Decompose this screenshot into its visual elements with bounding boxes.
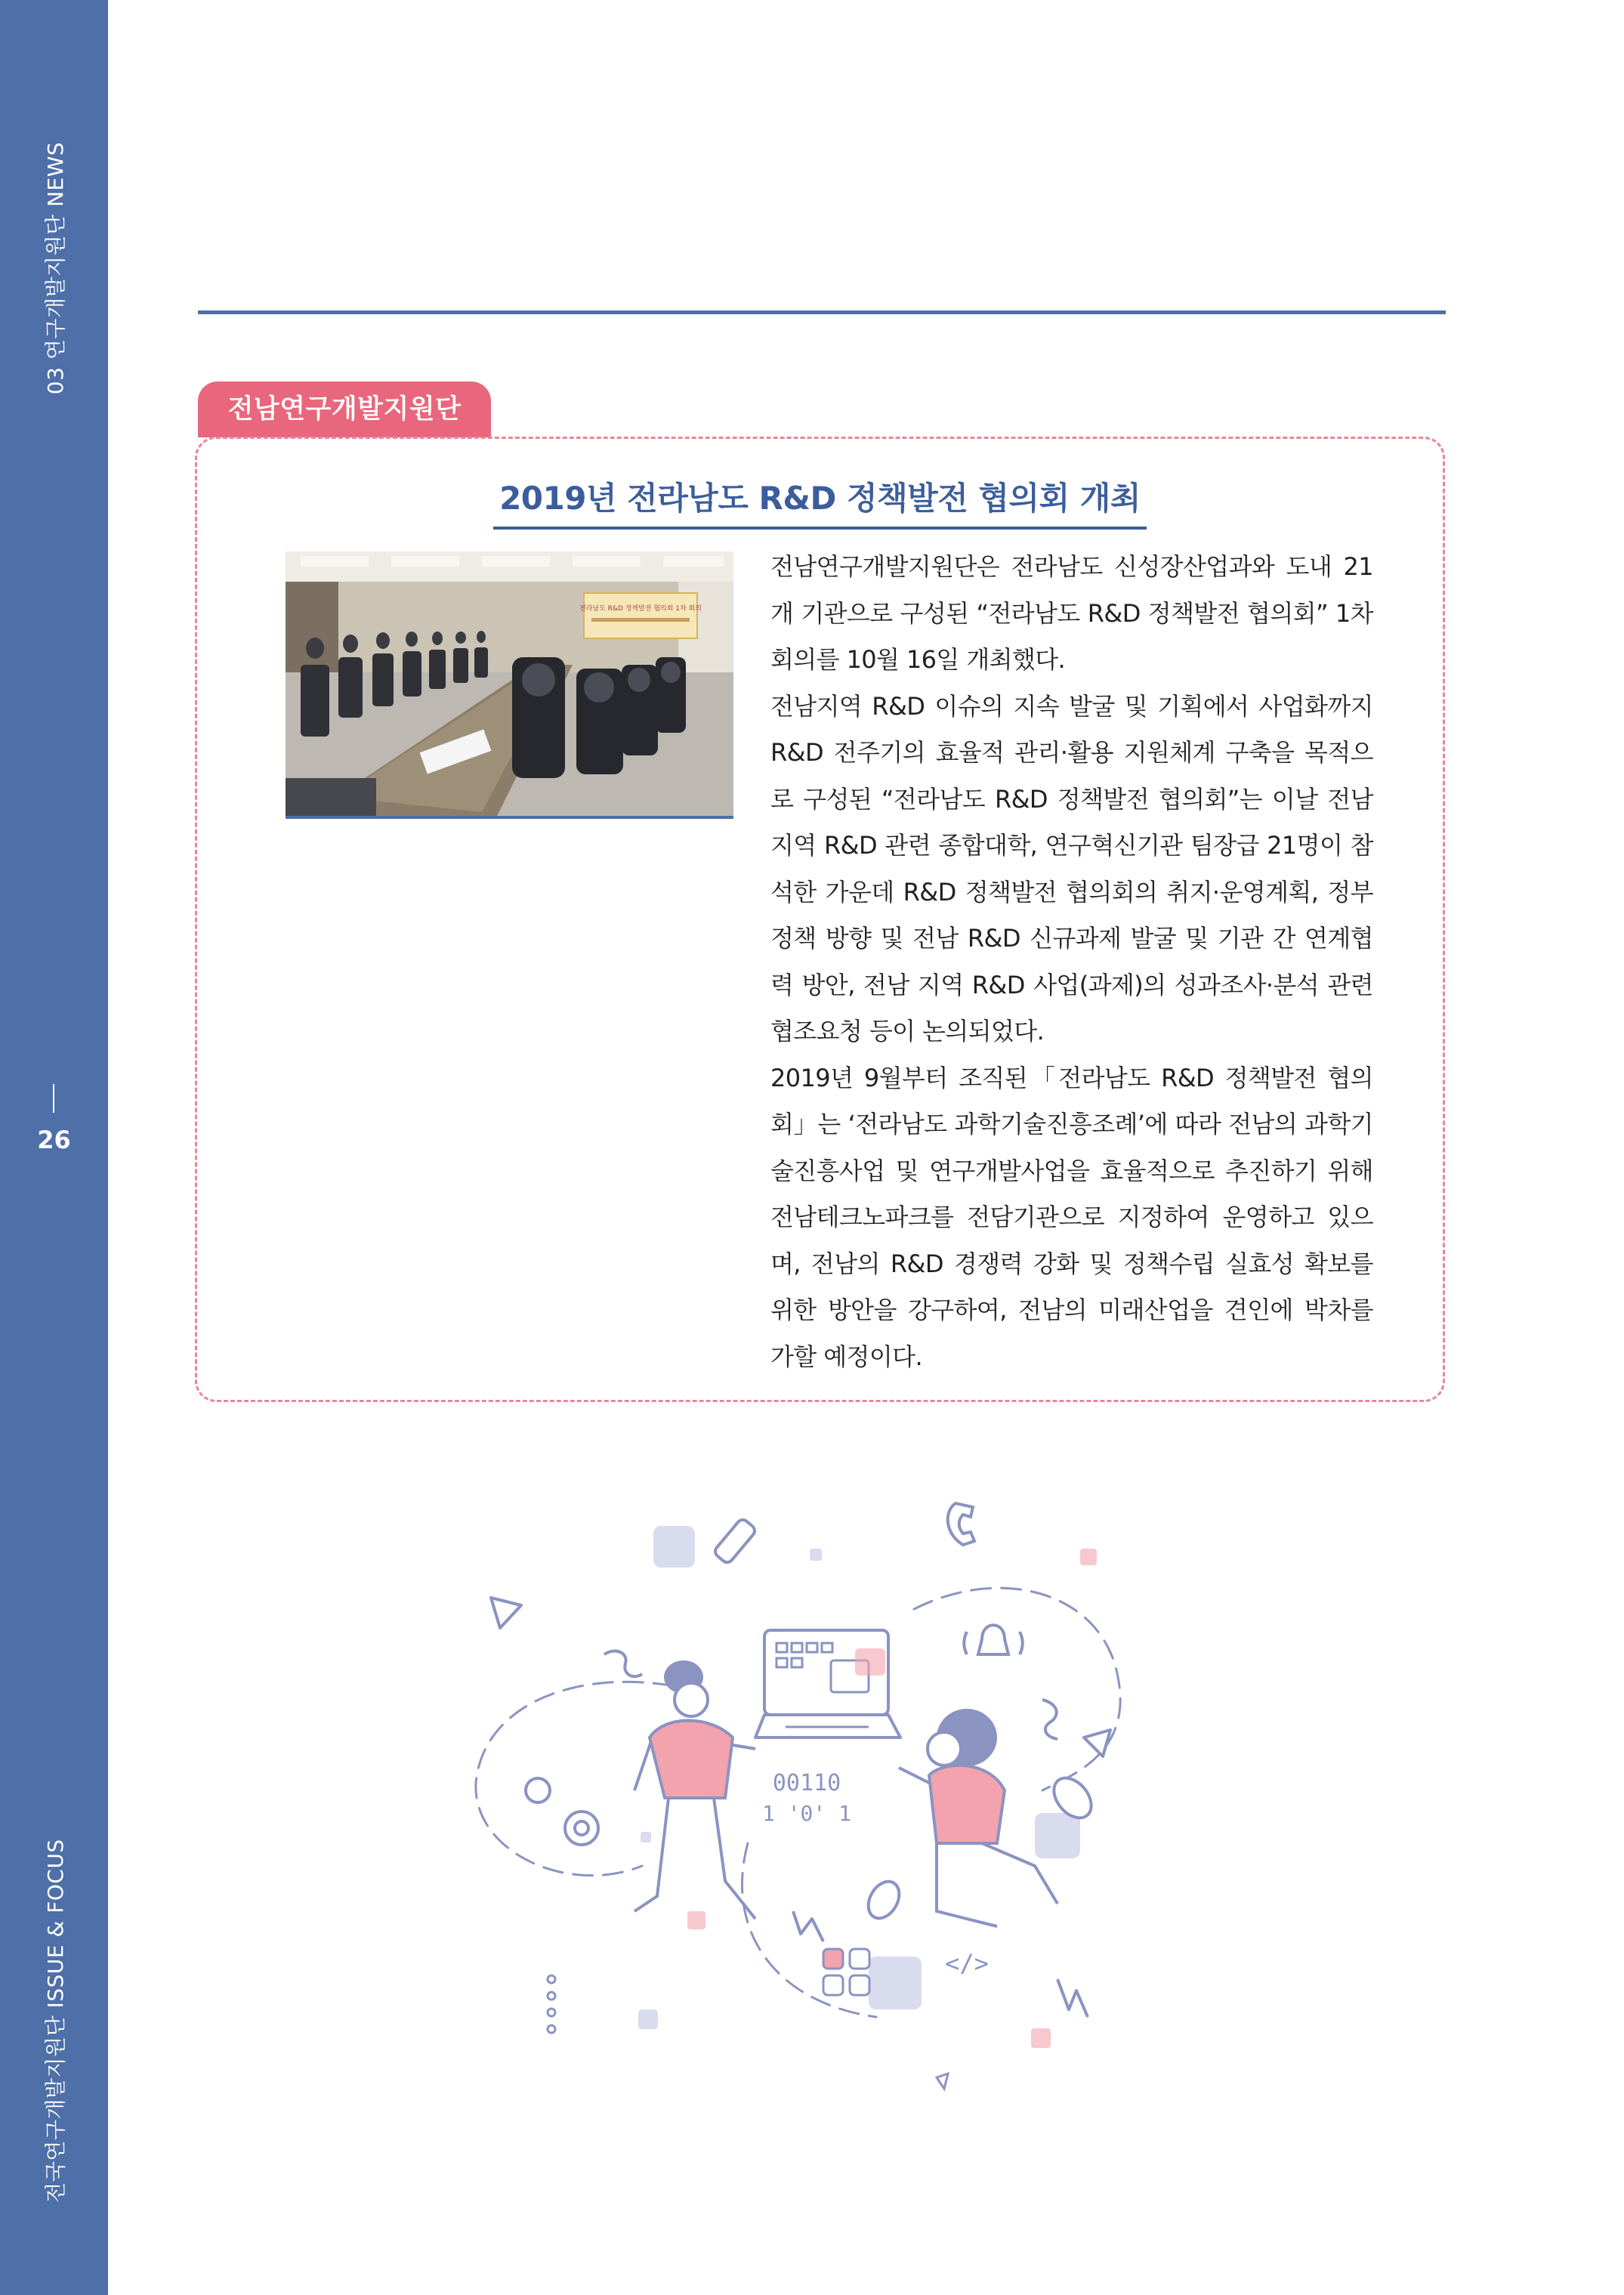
person-left	[634, 1660, 755, 1919]
organization-tab: 전남연구개발지원단	[198, 381, 491, 437]
publication-label: 전국연구개발지원단 ISSUE & FOCUS	[43, 1839, 68, 2203]
circles-decor	[548, 1975, 555, 2033]
photo-banner-text: 전라남도 R&D 정책발전 협의회 1차 회의	[579, 605, 702, 613]
article-body	[770, 544, 1373, 1380]
squiggle-decor	[1042, 1700, 1057, 1739]
person-right	[899, 1709, 1057, 1926]
gear-icon	[526, 1778, 598, 1845]
decorative-illustration	[453, 1488, 1163, 2108]
square-decor	[810, 1549, 822, 1561]
zigzag-decor	[1057, 1979, 1088, 2017]
tech-people-illustration	[453, 1488, 1163, 2108]
triangle-decor	[1084, 1730, 1110, 1756]
laptop-icon	[755, 1630, 900, 1737]
top-divider	[198, 310, 1446, 314]
square-decor	[641, 1832, 651, 1842]
bell-icon	[964, 1625, 1023, 1654]
binary-row-2: 1 '0' 1	[761, 1801, 852, 1826]
square-decor	[687, 1911, 705, 1929]
meeting-photo	[286, 551, 733, 819]
triangle-decor	[937, 2074, 948, 2089]
square-decor	[1035, 1813, 1080, 1858]
binary-row-1: 00110	[772, 1770, 841, 1796]
square-decor	[1080, 1549, 1097, 1565]
squiggle-decor	[604, 1651, 642, 1677]
paragraph-3: 2019년 9월부터 조직된「전라남도 R&D 정책발전 협의회」는 ‘전라남도 과학기술진흥조례’에 따라 전남의 과학기술진흥사업 및 연구개발사업을 효율적으로 추진하기 위해 전남테크노파크를 전담기관으로 지정하여 운영하고 있으며, 전남의 R&D 경쟁력 강화 및 정책수립 실효성 확보를 위한 방안을 강구하여, 전남의 미래산업을 견인에 박차를 가할 예정이다.	[770, 1063, 1373, 1371]
phone-icon	[948, 1503, 974, 1545]
eraser-icon	[713, 1518, 757, 1565]
meeting-photo-illustration	[286, 551, 733, 816]
paragraph-2: 전남지역 R&D 이슈의 지속 발굴 및 기획에서 사업화까지 R&D 전주기의 효율적 관리·활용 지원체계 구축을 목적으로 구성된 “전라남도 R&D 정책발전 협의회”는 이날 전남지역 R&D 관련 종합대학, 연구혁신기관 팀장급 21명이 참석한 가운데 R&D 정책발전 협의회의 취지·운영계획, 정부 정책 방향 및 전남 R&D 신규과제 발굴 및 기관 간 연계협력 방안, 전남 지역 R&D 사업(과제)의 성과조사·분석 관련 협조요청 등이 논의되었다.	[770, 691, 1373, 1046]
coin-icon	[862, 1876, 905, 1923]
zigzag-decor	[793, 1911, 823, 1941]
paragraph-1: 전남연구개발지원단은 전라남도 신성장산업과와 도내 21개 기관으로 구성된 “전라남도 R&D 정책발전 협의회” 1차 회의를 10월 16일 개최했다.	[770, 552, 1373, 674]
app-grid-icon	[823, 1949, 869, 1995]
page-number: 26	[37, 1126, 71, 1154]
article-headline: 2019년 전라남도 R&D 정책발전 협의회 개최	[493, 474, 1147, 530]
code-tag-icon: </>	[945, 1949, 989, 1978]
section-label: 03 연구개발지원단 NEWS	[43, 141, 68, 395]
square-decor	[1031, 2028, 1051, 2048]
square-decor	[869, 1957, 922, 2009]
triangle-decor	[491, 1598, 521, 1628]
square-decor	[638, 2009, 658, 2029]
square-decor	[653, 1526, 695, 1568]
page-tick-divider	[53, 1084, 54, 1113]
headline-wrapper	[195, 474, 1445, 530]
